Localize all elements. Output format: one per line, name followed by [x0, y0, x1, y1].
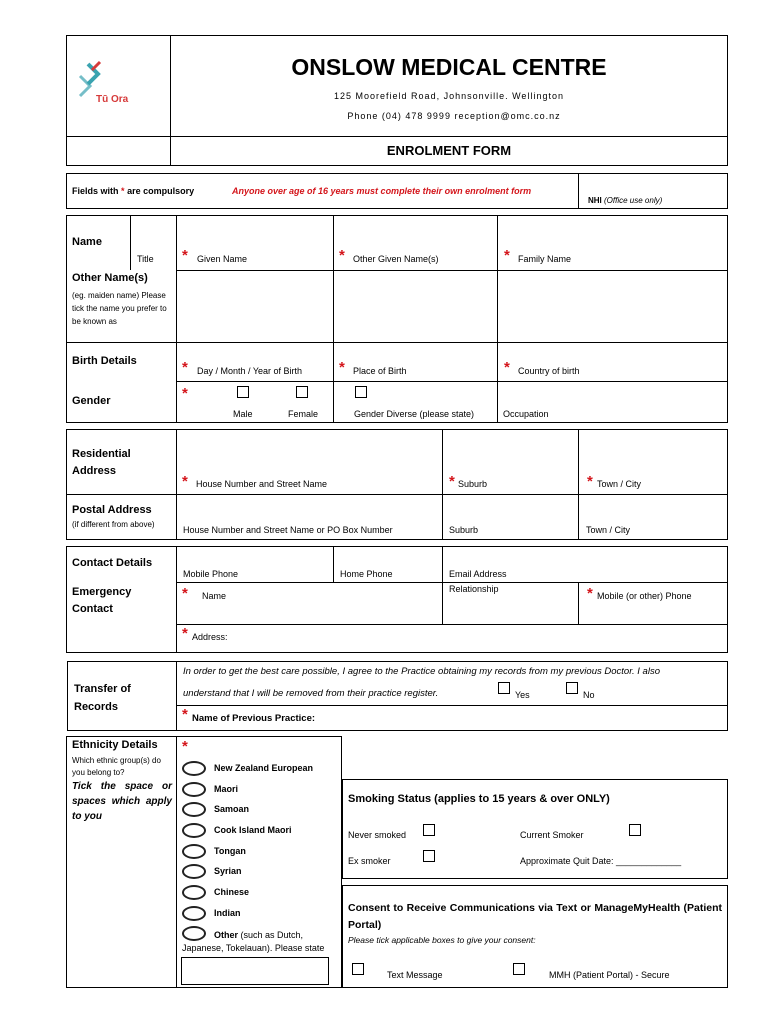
ex-smoker-label: Ex smoker [348, 856, 391, 866]
diverse-label: Gender Diverse (please state) [354, 409, 475, 419]
transfer-text-1: In order to get the best care possible, I agree to the Practice obtaining my records from my previous Doctor. I also [183, 666, 660, 677]
ethnicity-instruction: Tick the space or spaces which apply to you [72, 781, 172, 822]
text-message-label: Text Message [387, 970, 443, 980]
consent-subtitle: Please tick applicable boxes to give your consent: [348, 935, 536, 945]
postal-town-field[interactable]: Town / City [586, 525, 631, 535]
ethnicity-question: Which ethnic group(s) do you belong to? [72, 756, 161, 777]
mmh-label: MMH (Patient Portal) - Secure [549, 970, 670, 980]
male-label: Male [233, 409, 253, 419]
nhi-label: NHI (Office use only) [588, 196, 663, 205]
transfer-no-checkbox[interactable] [566, 682, 578, 694]
eth-label-indian: Indian [214, 908, 241, 918]
house-field[interactable]: House Number and Street Name [196, 479, 328, 489]
never-smoked-label: Never smoked [348, 830, 407, 840]
eth-oval-nz-european[interactable] [182, 761, 206, 776]
never-smoked-checkbox[interactable] [423, 824, 435, 836]
current-smoker-label: Current Smoker [520, 830, 584, 840]
eth-label-maori: Maori [214, 784, 239, 794]
transfer-text-2: understand that I will be removed from their practice register. [183, 688, 439, 699]
compulsory-note: Fields with * are compulsory [72, 186, 195, 196]
eth-oval-chinese[interactable] [182, 885, 206, 900]
eth-oval-cook-island[interactable] [182, 823, 206, 838]
clinic-contact: Phone (04) 478 9999 reception@omc.co.nz [347, 111, 561, 121]
given-name-field[interactable]: Given Name [197, 254, 248, 264]
ec-address-field[interactable]: Address: [192, 632, 228, 642]
transfer-no-label: No [583, 690, 595, 700]
text-message-checkbox[interactable] [352, 963, 364, 975]
eth-label-chinese: Chinese [214, 887, 250, 897]
mobile-field[interactable]: Mobile Phone [183, 569, 239, 579]
consent-title: Consent to Receive Communications via Text or ManageMyHealth (Patient Portal) [348, 902, 722, 931]
eth-oval-indian[interactable] [182, 906, 206, 921]
quit-date-field[interactable]: Approximate Quit Date: _____________ [520, 856, 682, 866]
male-checkbox[interactable] [237, 386, 249, 398]
birth-label: Birth Details [72, 355, 137, 367]
place-of-birth-field[interactable]: Place of Birth [353, 366, 407, 376]
country-of-birth-field[interactable]: Country of birth [518, 366, 580, 376]
diverse-checkbox[interactable] [355, 386, 367, 398]
ec-mobile-field[interactable]: Mobile (or other) Phone [597, 591, 692, 601]
contact-label: Contact Details [72, 557, 153, 569]
female-checkbox[interactable] [296, 386, 308, 398]
other-names-label: Other Name(s) [72, 272, 148, 284]
suburb-field[interactable]: Suburb [458, 479, 488, 489]
eth-other-input[interactable] [181, 957, 329, 985]
postal-suburb-field[interactable]: Suburb [449, 525, 479, 535]
transfer-yes-checkbox[interactable] [498, 682, 510, 694]
form-title: ENROLMENT FORM [386, 143, 512, 158]
dob-field[interactable]: Day / Month / Year of Birth [197, 366, 303, 376]
transfer-yes-label: Yes [515, 690, 530, 700]
family-name-field[interactable]: Family Name [518, 254, 572, 264]
eth-oval-maori[interactable] [182, 782, 206, 797]
transfer-label: Transfer of Records [74, 683, 131, 713]
other-names-note: (eg. maiden name) Please tick the name you prefer to be known as [72, 291, 167, 326]
mmh-checkbox[interactable] [513, 963, 525, 975]
eth-label-nz-european: New Zealand European [214, 763, 314, 773]
ex-smoker-checkbox[interactable] [423, 850, 435, 862]
postal-note: (if different from above) [72, 520, 155, 529]
eth-oval-syrian[interactable] [182, 864, 206, 879]
eth-label-syrian: Syrian [214, 866, 242, 876]
eth-oval-samoan[interactable] [182, 802, 206, 817]
gender-label: Gender [72, 395, 111, 407]
current-smoker-checkbox[interactable] [629, 824, 641, 836]
residential-label: Residential Address [72, 448, 131, 477]
town-field[interactable]: Town / City [597, 479, 642, 489]
eth-label-samoan: Samoan [214, 804, 250, 814]
clinic-logo [70, 58, 132, 108]
age-notice: Anyone over age of 16 years must complete their own enrolment form [232, 186, 532, 196]
eth-label-other: Other (such as Dutch, Japanese, Tokelauan). Please state [182, 930, 325, 953]
home-phone-field[interactable]: Home Phone [340, 569, 393, 579]
logo-text: Tū Ora [96, 94, 129, 105]
postal-house-field[interactable]: House Number and Street Name or PO Box Number [183, 525, 393, 535]
title-field[interactable]: Title [137, 254, 154, 264]
eth-label-cook-island: Cook Island Maori [214, 825, 292, 835]
clinic-address: 125 Moorefield Road, Johnsonville. Wellington [334, 91, 564, 101]
female-label: Female [288, 409, 319, 419]
previous-practice-field[interactable]: Name of Previous Practice: [192, 713, 316, 724]
eth-label-tongan: Tongan [214, 846, 246, 856]
smoking-title: Smoking Status (applies to 15 years & over ONLY) [348, 793, 610, 805]
email-field[interactable]: Email Address [449, 569, 507, 579]
ethnicity-label: Ethnicity Details [72, 739, 158, 751]
emergency-label: Emergency Contact [72, 586, 132, 615]
ec-name-field[interactable]: Name [202, 591, 227, 601]
name-label: Name [72, 236, 102, 248]
other-given-field[interactable]: Other Given Name(s) [353, 254, 439, 264]
eth-oval-tongan[interactable] [182, 844, 206, 859]
postal-label: Postal Address [72, 504, 152, 516]
clinic-title: ONSLOW MEDICAL CENTRE [291, 54, 607, 80]
occupation-field[interactable]: Occupation [503, 409, 549, 419]
ec-relationship-field[interactable]: Relationship [449, 584, 499, 594]
